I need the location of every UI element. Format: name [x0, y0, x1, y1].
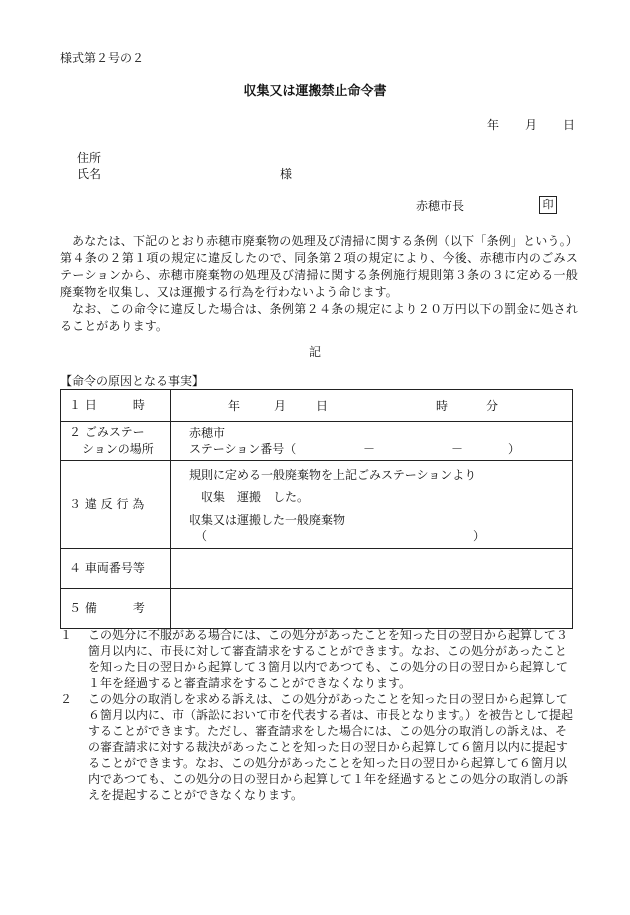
violation-line-1: 規則に定める一般廃棄物を上記ごみステーションより [189, 468, 477, 482]
row-label-vehicle: ４ 車両番号等 [61, 549, 171, 589]
row-label-violation: ３ 違 反 行 為 [61, 461, 171, 549]
station-dash-2: － [451, 442, 464, 456]
facts-heading: 【命令の原因となる事実】 [60, 374, 205, 388]
row-label-datetime: １ 日 時 [61, 390, 171, 422]
note-text: この処分の取消しを求める訴えは、この処分があったことを知った日の翌日から起算して６箇月以内に、市（訴訟において市を代表する者は、市長となります。）を被告として提起することができます。ただし、審査請求をした場合には、この処分の取消しの訴えは、その審査請求に対する裁決があったことを知った日の翌日から起算して６箇月以内に提起することができます。なお、この処分があったことを知った日の翌日から起算して６箇月以内であつても、この処分の日の翌日から起算して１年を経過するとこの処分の取消しの訴えを提起することができなくなります。 [88, 692, 574, 802]
notes-section [60, 627, 578, 803]
honorific: 様 [280, 167, 293, 181]
station-dash-1: － [363, 442, 376, 456]
table-row [61, 549, 573, 589]
note-number: １ [60, 628, 73, 642]
ki-heading: 記 [308, 345, 321, 359]
table-row [61, 390, 573, 422]
station-city: 赤穂市 [189, 426, 226, 440]
violation-line-2: 収集 運搬 した。 [201, 490, 310, 504]
station-number-label: ステーション番号（ [189, 442, 297, 456]
note-text: この処分に不服がある場合には、この処分があったことを知った日の翌日から起算して３箇月以内に、市長に対して審査請求をすることができます。なお、この処分があったことを知った日の翌日から起算して３箇月以内であつても、この処分の日の翌日から起算して１年を経過すると審査請求をすることができなくなります。 [88, 628, 569, 690]
violation-open: （ [195, 529, 208, 543]
dt-day: 日 [316, 399, 329, 413]
form-number: 様式第２号の２ [60, 51, 145, 65]
facts-table [60, 389, 573, 629]
station-cell [171, 422, 573, 461]
date-month: 月 [525, 118, 538, 132]
body-text [60, 233, 578, 335]
vehicle-cell [171, 549, 573, 589]
address-label: 住所 [77, 151, 102, 165]
violation-line-3: 収集又は運搬した一般廃棄物 [189, 513, 346, 527]
body-paragraph-2: なお、この命令に違反した場合は、条例第２４条の規定により２０万円以下の罰金に処されることがあります。 [60, 302, 578, 333]
date-year: 年 [487, 118, 500, 132]
station-close: ） [508, 442, 521, 456]
row-label-station: ２ ごみステー ションの場所 [61, 422, 171, 461]
note-item [60, 691, 578, 803]
remarks-cell [171, 589, 573, 629]
dt-month: 月 [274, 399, 287, 413]
issuer-title: 赤穂市長 [416, 199, 465, 213]
table-row [61, 461, 573, 549]
dt-hour: 時 [436, 399, 449, 413]
violation-close: ） [473, 529, 486, 543]
table-row [61, 422, 573, 461]
seal-mark: 印 [539, 196, 557, 214]
violation-cell [171, 461, 573, 549]
body-paragraph-1: あなたは、下記のとおり赤穂市廃棄物の処理及び清掃に関する条例（以下「条例」という。）第４条の２第１項の規定に違反したので、同条第２項の規定により、今後、赤穂市内のごみステーションから、赤穂市廃棄物の処理及び清掃に関する条例施行規則第３条の３に定める一般廃棄物を収集し、又は運搬する行為を行わないよう命じます。 [60, 234, 578, 299]
document-title: 収集又は運搬禁止命令書 [243, 84, 387, 99]
datetime-cell [171, 390, 573, 422]
dt-year: 年 [228, 399, 241, 413]
name-label: 氏名 [77, 167, 102, 181]
row-label-remarks: ５ 備 考 [61, 589, 171, 629]
note-number: ２ [60, 692, 73, 706]
note-item [60, 627, 578, 691]
dt-minute: 分 [486, 399, 499, 413]
table-row [61, 589, 573, 629]
date-day: 日 [563, 118, 576, 132]
